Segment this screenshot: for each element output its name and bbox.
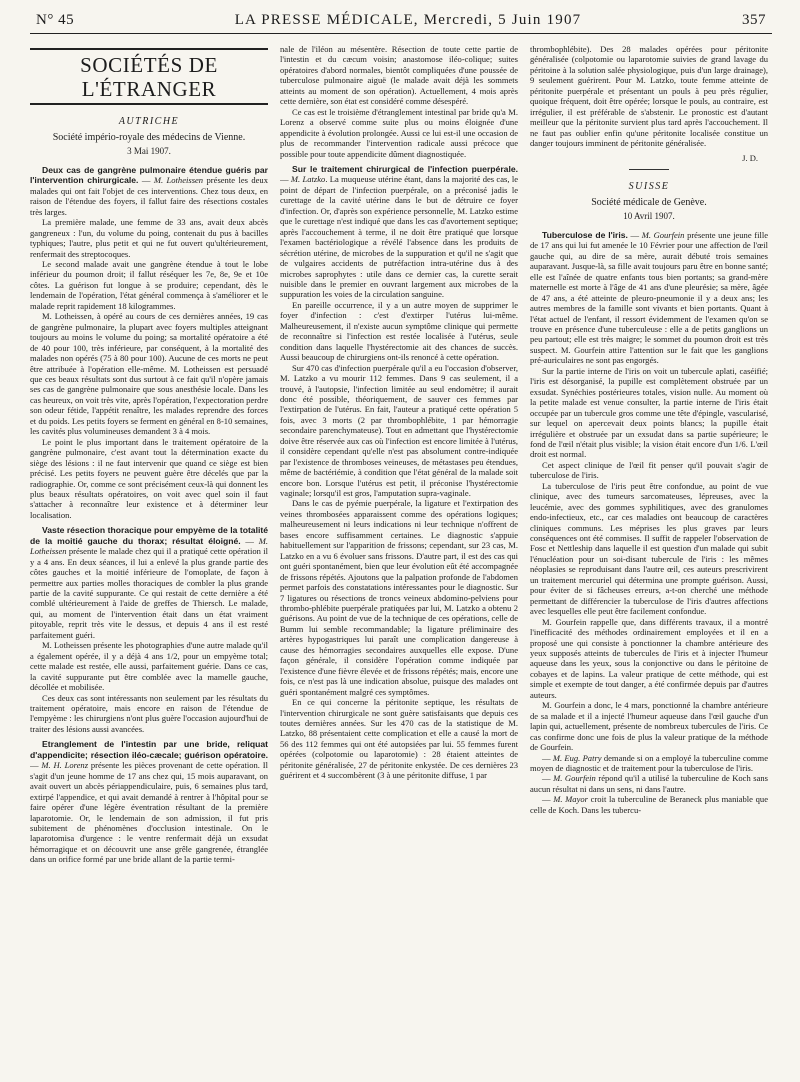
article-paragraph: La première malade, une femme de 33 ans, avait deux abcès gangreneux : l'un, du volume du poing, contenait du pus à bacilles typhiques; l'autre, plus petit et qui ne fut ouvert qu'ultérieurement, renfermait des streptocoques. (30, 217, 268, 259)
author-name: M. Gourfein (641, 229, 685, 240)
discussion-paragraph: — M. Eug. Patry demande si on a employé la tuberculine comme moyen de diagnostic et de traitement pour la tuberculose de l'iris. (530, 752, 768, 773)
article-title: Etranglement de l'intestin par une bride, reliquat d'appendicite; résection iléo-cæcale; guérison opératoire. (30, 739, 268, 760)
session-date-vienna: 3 Mai 1907. (127, 146, 171, 157)
issue-number: N° 45 (36, 12, 75, 28)
article-paragraph: thrombophlébite). Des 28 malades opérées pour péritonite généralisée (colpotomie ou laparotomie suivies de grand lavage du péritoine à la solution salée physiologique, puis d'un large drainage), 9 seulement guérirent. Pour M. Latzko, toute femme atteinte de péritonite puerpérale et présentant un pouls à peu près régulier, quoique fréquent, doit être opérée; lorsque le pouls, au contraire, est irrégulier, il est préférable de s'abstenir. Le pronostic est d'autant meilleur que la péritonite survient plus tard après l'accouchement. Il ne faut pas oublier enfin qu'une péritonite localisée constitue un danger toujours imminent de péritonite généralisée. (530, 44, 768, 149)
article-paragraph: M. Gourfein rappelle que, dans différents travaux, il a montré l'inefficacité des méthodes ordinairement employées et il en a proposé une qui consiste à ponctionner la chambre antérieure des yeux supposés atteints de tubercules de l'iris et à injecter l'humeur aqueuse dans les yeux, sous la conjonctive ou dans le péritoine de cobayes et de lapins. La valeur pratique de cette méthode, qui est simple et exempte de tout danger, a été confirmée depuis par d'autres auteurs. (530, 616, 768, 700)
article-paragraph: Ces deux cas sont intéressants non seulement par les résultats du traitement opératoire, mais encore en raison de l'étendue de l'empyème : les chirurgiens n'ont plus guère l'occasion aujourd'hui de traiter des lésions aussi avancées. (30, 692, 268, 734)
article-paragraph: M. Lotheissen présente les photographies d'une autre malade qu'il a également opérée, il y a déjà 4 ans 1/2, pour un empyème total; cette malade est restée, elle aussi, parfaitement guérie. Dans ce cas, la cavité suppurante put être comblée avec la mamelle gauche, décollée et mobilisée. (30, 640, 268, 693)
article-title: Vaste résection thoracique pour empyème de la totalité de la moitié gauche du thorax; résultat éloigné. (30, 525, 268, 546)
section-divider (629, 169, 669, 170)
article-paragraph: En pareille occurrence, il y a un autre moyen de supprimer le foyer d'infection : c'est d'extirper l'utérus lui-même. Malheureusement, il n'existe aucun symptôme clinique qui permette de reconnaître si l'infection est restée localisée à l'utérus, seule condition dans laquelle l'hystérectomie ait des chances de succès. Aussi beaucoup de chirurgiens ont-ils renoncé à cette opération. (280, 299, 518, 363)
article-paragraph: nale de l'iléon au mésentère. Résection de toute cette partie de l'intestin et du cæcum voisin; anastomose iléo-colique; suites opératoires d'abord normales, bientôt compliquées d'une poussée de tuberculose pulmonaire aiguë (le malade avait déjà les sommets atteints au moment de son opération). Actuellement, 4 mois après cette dernière, son état est considéré comme désespéré. (280, 44, 518, 107)
article-paragraph: M. Lotheissen, à opéré au cours de ces dernières années, 19 cas de gangrène pulmonaire, la plupart avec foyers multiples atteignant toujours au moins le volume du poing; sa mortalité opératoire a été de 40 pour 100, très inférieure, par conséquent, à la mortalité des malades non opérés (75 à 80 pour 100). Aucune de ces morts ne peut être attribuée à l'opération elle-même. M. Lotheissen est persuadé que ces beaux résultats sont dus surtout à ce fait qu'il n'opère jamais ses cas de gangrène pulmonaire que sous anesthésie locale. Dans les cas heureux, on voit très vite, après l'opération, l'expectoration perdre son odeur fétide, l'appétit renaître, les malades reprendre des forces et du poids. Les petits foyers se ferment en général en 8-10 semaines, les cavités plus volumineuses demandent 3 à 4 mois. (30, 311, 268, 437)
article-paragraph: Le second malade avait une gangrène étendue à tout le lobe inférieur du poumon droit; il fallut réséquer les 7e, 8e, 9e et 10e côtes. La guérison fut longue à se produire; cependant, dès le lendemain de l'opération, l'état général commença à s'améliorer et le malade reprit rapidement 18 kilogrammes. (30, 258, 268, 311)
discussion-paragraph: — M. Mayor croit la tuberculine de Beraneck plus maniable que celle de Koch. Dans les tubercu- (530, 794, 768, 815)
article-paragraph: Dans le cas de pyémie puerpérale, la ligature et l'extirpation des veines thrombosées apparaissent comme des opérations logiques; malheureusement ni leurs indications ni leur technique n'offrent de bases encore suffisamment certaines. Le diagnostic s'appuie habituellement sur l'apparition de frissons; cependant, sur 23 cas, M. Latzko en a vu 6 évoluer sans frissons. D'autre part, il est des cas qui ont guéri spontanément, bien que leur évolution eût été accompagnée de frissons répétés. Ajoutons que la palpation profonde de l'abdomen permet parfois des constatations intéressantes pour le diagnostic. Sur 7 ligatures ou résections de troncs veineux abdomino-pelviens pour thrombo-phlébite puerpérale pratiquées par lui, M. Latzko a obtenu 2 guérisons. Au point de vue de la technique de ces opérations, celle de Bumm lui semble recommandable; la ligature préliminaire des artères hypogastriques lui paraît une complication dangereuse à cause des hémorragies secondaires auxquelles elle expose. D'une façon générale, il considère l'opération comme indiquée par l'existence d'une fièvre élevée et de frissons répétés; mais, encore une fois, ce n'est pas là une indication absolue, puisque des malades ont guéri spontanément malgré ces symptômes. (280, 498, 518, 697)
society-name-vienna: Société império-royale des médecins de Vienne. (52, 132, 246, 144)
page-number: 357 (741, 12, 766, 28)
column-3 (530, 44, 768, 1074)
article-signature: J. D. (742, 152, 758, 163)
column-2 (280, 44, 518, 1074)
section-rubric: SOCIÉTÉS DE L'ÉTRANGER (30, 48, 268, 105)
author-name: M. Lotheissen (153, 175, 204, 186)
discussion-paragraph: — M. Gourfein répond qu'il a utilisé la tuberculine de Koch sans aucun résultat ni dans un sens, ni dans l'autre. (530, 773, 768, 794)
journal-title-date: LA PRESSE MÉDICALE, Mercredi, 5 Juin 1907 (234, 12, 582, 28)
article-paragraph: En ce qui concerne la péritonite septique, les résultats de l'intervention chirurgicale ne sont guère satisfaisants que depuis ces toutes dernières années. Sur les 470 cas de la statistique de M. Latzko, 88 présentaient cette complication et elle a causé la mort de 56 des 112 femmes qui ont été autopsiées par lui. 55 femmes furent opérées (colpotomie ou laparotomie) : 28 étaient atteintes de péritonite généralisée, 27 de péritonite enkystée. De ces dernières 23 guérirent et 4 succombèrent (3 à une péritonite diffuse, 1 par (280, 697, 518, 781)
article-paragraph: Sur le traitement chirurgical de l'infection puerpérale. — M. Latzko. La muqueuse utérine étant, dans la majorité des cas, le point de départ de l'infection puerpérale, on a préconisé jadis le curettage de la cavité utérine dans le but de détruire ce foyer d'infection. Or, d'après son expérience personnelle, M. Latzko estime que le curettage n'est indiqué que dans les cas d'avortement septique; après l'accouchement à terme, il ne doit être pratiqué que lorsque l'examen bactériologique a révélé l'absence dans les produits de sécrétion utérine, de microbes de la suppuration et qu'il ne s'agit que de vulgaires accidents de putréfaction intra-utérine dus à des microbes saprophytes : utile dans ce dernier cas, la curette serait nuisible dans le premier en ouvrant largement aux microbes de la suppuration les voies de la circulation sanguine. (280, 163, 518, 300)
article-paragraph: Sur 470 cas d'infection puerpérale qu'il a eu l'occasion d'observer, M. Latzko a vu mourir 112 femmes. Dans 9 cas seulement, il a trouvé, à l'autopsie, l'infection limitée au seul endomètre; il aurait donc été possible, théoriquement, de sauver ces femmes par l'extirpation de l'utérus. En fait, l'auteur a pratiqué cette opération 5 fois, avec 3 morts (2 par thrombophlébite, 1 par hémorragie secondaire parenchymateuse). Tout en admettant que l'hystérectomie doive être réservée aux cas où l'infection est encore limitée à l'utérus, il considère cependant qu'elle n'est pas absolument contre-indiquée par l'existence de thromboses veineuses, de métastases peu étendues, même de bactériémie, à condition que l'état général de la malade soit encore bon. Lorsque l'utérus est petit, il préconise l'hystérectomie vaginale; lorsqu'il est gros, l'amputation supra-vaginale. (280, 362, 518, 499)
author-name: M. Eug. Patry (552, 752, 602, 763)
article-paragraph: Sur la partie interne de l'iris on voit un tubercule aplati, caséifié; l'iris est désorganisé, la pupille est complètement obstruée par un exsudat. Synéchies postérieures totales, vision nulle. Au moment où la petite malade est venue consulter, la partie interne de l'iris était occupée par un tubercule gros comme une tête d'épingle, vascularisé, sur lequel on apercevait deux points blancs; la pupille était irrégulière et obstruée par un exsudat dans sa partie supérieure; le fond de l'œil n'était plus visible; la vision était encore d'un 1/6. L'œil droit est normal. (530, 365, 768, 460)
author-name: M. Latzko (290, 174, 326, 185)
article-paragraph: M. Gourfein a donc, le 4 mars, ponctionné la chambre antérieure de sa malade et il a injecté l'humeur aqueuse dans l'œil gauche d'un lapin qui, actuellement, présente de nombreux tubercules de l'iris. Ce cas confirme donc une fois de plus la valeur pratique de la méthode de Gourfein. (530, 700, 768, 753)
article-paragraph: La tuberculose de l'iris peut être confondue, au point de vue clinique, avec des tumeurs sarcomateuses, lépreuses, avec la leucémie, avec des gommes syphilitiques, avec des granulomes endo-infectieux, etc., car ces maladies ont beaucoup de caractères cliniques communs. Les méprises les plus graves par leurs conséquences ont été commises. Il suffit de rappeler l'observation de Fosc et Nettleship dans laquelle il est question d'un malade qui subit l'énucléation pour un soi-disant tubercule de l'iris : les mêmes néoplasies se reproduisant dans l'autre œil, ces auteurs prescrivirent un traitement mercuriel qui détermina une prompte guérison. Aussi, pour éviter de si fâcheuses erreurs, a-t-on cherché une méthode permettant de différencier la tuberculose de l'iris d'autres affections avec lesquelles elle peut être facilement confondue. (530, 480, 768, 617)
column-1 (30, 44, 268, 1074)
article-paragraph: Vaste résection thoracique pour empyème de la totalité de la moitié gauche du thorax; résultat éloigné. — M. Lotheissen présente le malade chez qui il a pratiqué cette opération il y a 4 ans. En deux séances, il lui a enlevé la plus grande partie des côtes gauches et la moitié inférieure de l'omoplate, de façon à permettre aux parties molles thoraciques de combler la plus grande partie de la cavité suppurante. Ce qui restait de cette dernière a été comblé ultérieurement à l'aide de greffes de Thiersch. Le malade, qui, au moment de l'intervention était dans un état vraiment pitoyable, reprit très vite le dessus, et depuis 4 ans il est resté parfaitement guéri. (30, 525, 268, 640)
text-columns (30, 44, 772, 1074)
article-paragraph: Etranglement de l'intestin par une bride, reliquat d'appendicite; résection iléo-cæcale; guérison opératoire. — M. H. Lorenz présente les pièces provenant de cette opération. Il s'agit d'un jeune homme de 17 ans chez qui, 15 mois auparavant, on avait ouvert un abcès périappendiculaire, puis, 6 semaines plus tard, extirpé l'appendice, et qui avait demandé à rentrer à l'hôpital pour se faire opérer d'une légère éventration résultant de la première laparotomie. Or, le lendemain de son admission, il fut pris subitement de phénomènes d'occlusion intestinale. On le laparotomisa d'urgence : le ventre renfermait déjà un exsudat hémorragique et on découvrit une anse grêle gangrenée, étranglée dans un orifice formé par une bride allant de la partie termi- (30, 739, 268, 865)
article-title: Deux cas de gangrène pulmonaire étendue guéris par l'intervention chirurgicale. (30, 164, 268, 186)
society-name-geneva: Société médicale de Genève. (591, 197, 707, 209)
author-name: M. Lotheissen (30, 535, 268, 557)
article-title: Tuberculose de l'iris. (542, 229, 628, 240)
author-name: M. Mayor (553, 794, 588, 805)
article-paragraph: Tuberculose de l'iris. — M. Gourfein présente une jeune fille de 17 ans qui lui fut amenée le 10 Février pour une affection de l'œil gauche qui, au dire de sa mère, aurait débuté trois semaines auparavant. Jusque-là, sa fille avait toujours paru être en bonne santé; elle est l'aînée de quatre enfants tous bien portants; sa grand-mère maternelle est morte à l'âge de 41 ans d'une pleurésie; sa mère, âgée de 47 ans, a été atteinte de pleuro-pneumonie il y a deux ans; les autres membres de la famille sont vivants et bien portants. Quant à l'état actuel de l'enfant, il ressort évidemment de l'examen qu'on se trouve en présence d'une tuberculeuse : elle a de petits ganglions un peu partout; elle est très maigre; le sommet du poumon droit est très suspect. M. Gourfein attire l'attention sur le fait que les ganglions pré-auriculaires ne sont pas engorgés. (530, 229, 768, 366)
country-heading-austria: AUTRICHE (118, 116, 180, 127)
article-paragraph: Cet aspect clinique de l'œil fit penser qu'il pouvait s'agir de tuberculose de l'iris. (530, 459, 768, 481)
article-title: Sur le traitement chirurgical de l'infection puerpérale. (292, 163, 518, 174)
session-date-geneva: 10 Avril 1907. (623, 211, 675, 222)
article-paragraph: Ce cas est le troisième d'étranglement intestinal par bride qu'a M. Lorenz a observé comme suite plus ou moins éloignée d'une appendicite à évolution prolongée. Aussi ce lui est-il une occasion de plus de recommander l'intervention radicale aussi précoce que possible pour toute appendicite dûment diagnostiquée. (280, 106, 518, 159)
article-paragraph: Deux cas de gangrène pulmonaire étendue guéris par l'intervention chirurgicale. — M. Lotheissen présente les deux malades qui ont fait l'objet de ces interventions. Chez tous deux, en raison de l'étendue des foyers, il fallut faire des résections costales très larges. (30, 164, 268, 217)
running-header (30, 12, 772, 34)
author-name: M. H. Lorenz (41, 760, 89, 771)
country-heading-switzerland: SUISSE (628, 180, 670, 192)
author-name: M. Gourfein (553, 773, 596, 784)
article-paragraph: Le point le plus important dans le traitement opératoire de la gangrène pulmonaire, c'est avant tout la détermination exacte du siège des lésions : il ne faut intervenir que quand ce siège est bien précisé. Les petits foyers ne peuvent guère être décelés que par la radiographie. Or, comme ce sont précisément ceux-là qui donnent les plus beaux résultats opératoires, on voit avec quel soin il faut s'attacher à reconnaître leur existence et à déterminer leur localisation. (30, 436, 268, 520)
